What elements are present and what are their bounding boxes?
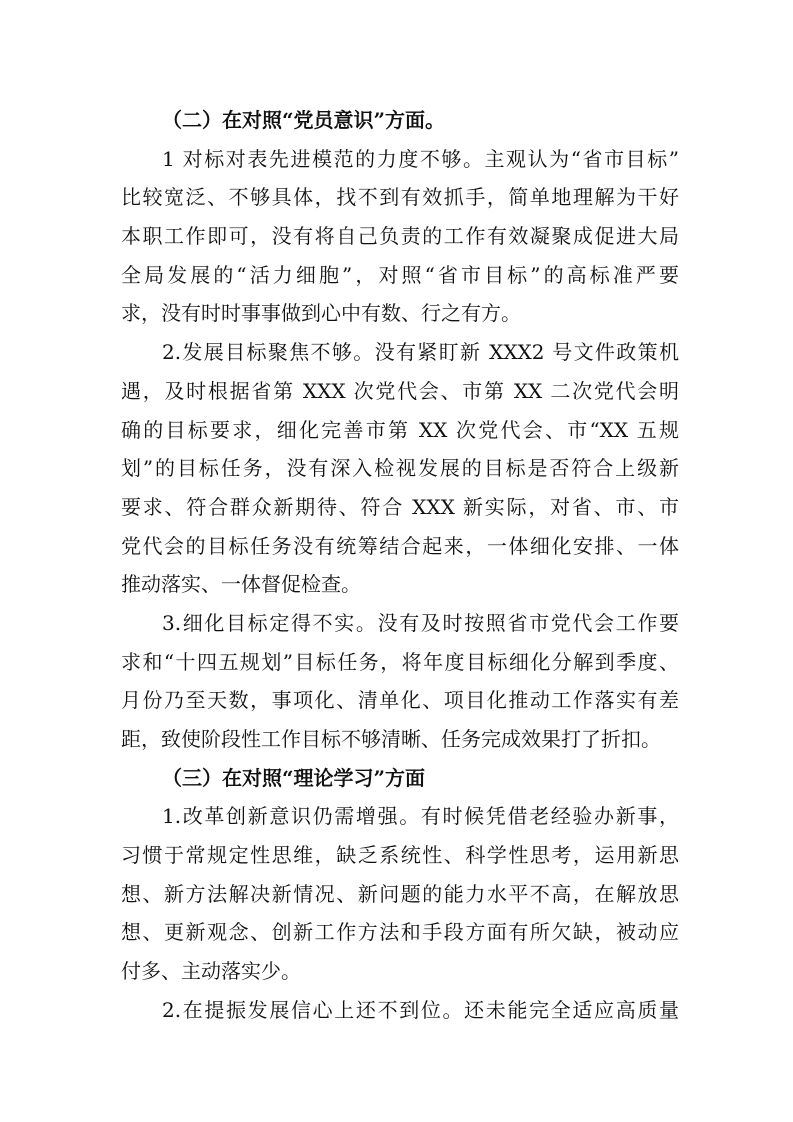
text-line: 1 对标对表先进模范的力度不够。主观认为“省市目标” — [162, 146, 679, 171]
section-heading: （二）在对照“党员意识”方面。 — [162, 108, 446, 132]
text-line: 确的目标要求，细化完善市第 XX 次党代会、市“XX 五规 — [121, 417, 679, 442]
text-line: 1.改革创新意识仍需增强。有时候凭借老经验办新事， — [162, 804, 679, 829]
text-line: 本职工作即可，没有将自己负责的工作有效凝聚成促进大局 — [121, 224, 679, 249]
text-line: 习惯于常规定性思维，缺乏系统性、科学性思考，运用新思 — [121, 843, 679, 868]
paragraph — [121, 140, 679, 333]
paragraph — [121, 797, 679, 990]
document-page — [121, 101, 679, 1030]
text-line: 遇，及时根据省第 XXX 次党代会、市第 XX 二次党代会明 — [121, 378, 679, 403]
paragraph — [121, 604, 679, 759]
text-line: 月份乃至天数，事项化、清单化、项目化推动工作落实有差 — [121, 688, 679, 713]
section-heading: （三）在对照“理论学习”方面 — [162, 765, 426, 790]
paragraph — [121, 991, 679, 1030]
text-line: 要求、符合群众新期待、符合 XXX 新实际，对省、市、市 — [121, 494, 679, 519]
text-line: 3.细化目标定得不实。没有及时按照省市党代会工作要 — [162, 610, 679, 635]
text-line: 想、新方法解决新情况、新问题的能力水平不高，在解放思 — [121, 881, 679, 906]
paragraph — [121, 333, 679, 604]
text-line: 划”的目标任务，没有深入检视发展的目标是否符合上级新 — [121, 456, 679, 481]
text-line: 党代会的目标任务没有统筹结合起来，一体细化安排、一体 — [121, 533, 679, 558]
text-line: 付多、主动落实少。 — [121, 959, 301, 984]
text-line: 比较宽泛、不够具体，找不到有效抓手，简单地理解为干好 — [121, 185, 679, 210]
text-line: 2.在提振发展信心上还不到位。还未能完全适应高质量 — [162, 997, 679, 1022]
text-line: 求，没有时时事事做到心中有数、行之有方。 — [121, 301, 521, 326]
text-line: 全局发展的“活力细胞”，对照“省市目标”的高标准严要 — [121, 262, 679, 287]
text-line: 求和“十四五规划”目标任务，将年度目标细化分解到季度、 — [121, 649, 679, 674]
text-line: 推动落实、一体督促检查。 — [121, 572, 361, 597]
text-line: 2.发展目标聚焦不够。没有紧盯新 XXX2 号文件政策机 — [162, 340, 679, 365]
text-line: 想、更新观念、创新工作方法和手段方面有所欠缺，被动应 — [121, 920, 679, 945]
text-line: 距，致使阶段性工作目标不够清晰、任务完成效果打了折扣。 — [121, 727, 661, 751]
